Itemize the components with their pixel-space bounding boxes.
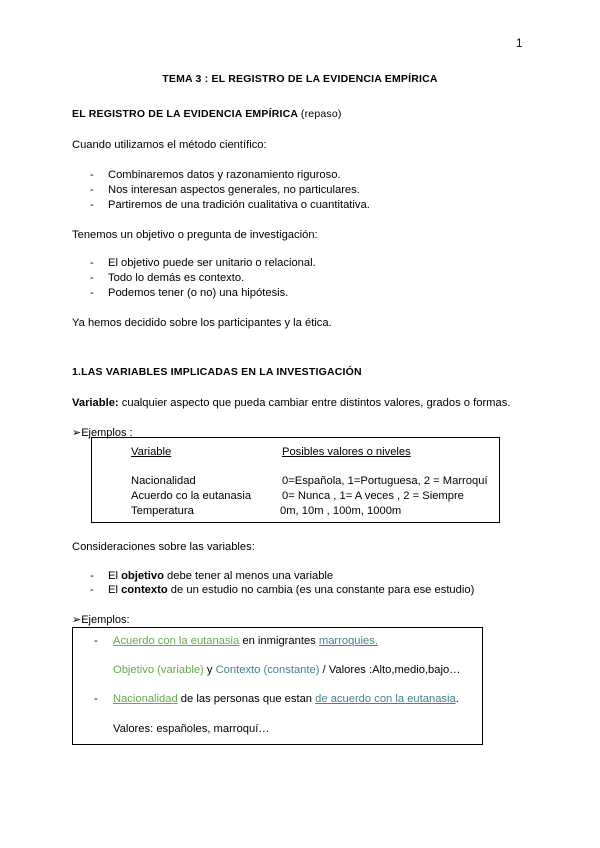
table-cell-variable: Temperatura (131, 505, 194, 517)
table-cell-variable: Acuerdo co la eutanasia (131, 490, 252, 502)
heading-suffix: (repaso) (300, 108, 342, 120)
text-fragment: y (203, 664, 216, 676)
examples-label: ➢Ejemplos : (72, 427, 133, 439)
examples-label: ➢Ejemplos: (72, 614, 130, 626)
definition-variable (72, 397, 510, 409)
definition-term: Variable: (72, 397, 119, 409)
context-text: de acuerdo con la eutanasia (315, 693, 456, 705)
table-header-variable: Variable (131, 446, 172, 458)
bullet-dash: - (90, 287, 94, 299)
bullet-dash: - (90, 199, 94, 211)
list-item: El objetivo puede ser unitario o relacional. (108, 257, 316, 269)
example-legend (113, 664, 460, 676)
table-cell-values: 0m, 10m , 100m, 1000m (280, 505, 402, 517)
text-bold: objetivo (121, 570, 164, 582)
objective-label: Objetivo (variable) (113, 664, 204, 676)
example-line (113, 635, 378, 647)
text-fragment: / Valores :Alto,medio,bajo… (319, 664, 461, 676)
definition-text: cualquier aspecto que pueda cambiar entre distintos valores, grados o formas. (118, 397, 511, 409)
text-fragment: . (455, 693, 459, 705)
example-line (113, 693, 459, 705)
bullet-dash: - (90, 584, 94, 596)
page-number: 1 (516, 38, 523, 50)
bullet-dash: - (94, 693, 98, 705)
context-text: marroquies. (318, 635, 378, 647)
objective-variable-text: Acuerdo con la eutanasia (113, 635, 240, 647)
section-heading-review (72, 108, 342, 120)
text-fragment: de un estudio no cambia (es una constante para ese estudio) (167, 584, 475, 596)
list-item (108, 570, 333, 582)
list-item: Partiremos de una tradición cualitativa o cuantitativa. (108, 199, 370, 211)
list-item (108, 584, 474, 596)
text-fragment: debe tener al menos una variable (163, 570, 334, 582)
paragraph-considerations: Consideraciones sobre las variables: (72, 541, 255, 553)
bullet-dash: - (90, 169, 94, 181)
text-fragment: en inmigrantes (239, 635, 319, 647)
bullet-dash: - (94, 635, 98, 647)
bullet-dash: - (90, 184, 94, 196)
text-fragment: El (108, 570, 122, 582)
context-label: Contexto (constante) (215, 664, 320, 676)
paragraph-objective: Tenemos un objetivo o pregunta de investigación: (72, 229, 318, 241)
table-cell-values: 0=Española, 1=Portuguesa, 2 = Marroquí (282, 475, 488, 487)
table-cell-values: 0= Nunca , 1= A veces , 2 = Siempre (282, 490, 464, 502)
page-title: TEMA 3 : EL REGISTRO DE LA EVIDENCIA EMPÍRICA (162, 73, 438, 85)
table-header-values: Posibles valores o niveles (282, 446, 411, 458)
bullet-dash: - (90, 272, 94, 284)
heading-text: EL REGISTRO DE LA EVIDENCIA EMPÍRICA (72, 108, 298, 120)
bullet-dash: - (90, 570, 94, 582)
list-item: Todo lo demás es contexto. (108, 272, 245, 284)
objective-variable-text: Nacionalidad (113, 693, 178, 705)
list-item: Podemos tener (o no) una hipótesis. (108, 287, 289, 299)
list-item: Nos interesan aspectos generales, no particulares. (108, 184, 360, 196)
bullet-dash: - (90, 257, 94, 269)
text-fragment: El (108, 584, 122, 596)
table-cell-variable: Nacionalidad (131, 475, 196, 487)
list-item: Combinaremos datos y razonamiento riguroso. (108, 169, 341, 181)
example-values: Valores: españoles, marroquí… (113, 723, 270, 735)
paragraph-intro: Cuando utilizamos el método científico: (72, 139, 267, 151)
text-bold: contexto (121, 584, 168, 596)
section-heading-variables: 1.LAS VARIABLES IMPLICADAS EN LA INVESTIGACIÓN (72, 366, 362, 378)
paragraph-participants: Ya hemos decidido sobre los participantes y la ética. (72, 317, 332, 329)
text-fragment: de las personas que estan (177, 693, 316, 705)
